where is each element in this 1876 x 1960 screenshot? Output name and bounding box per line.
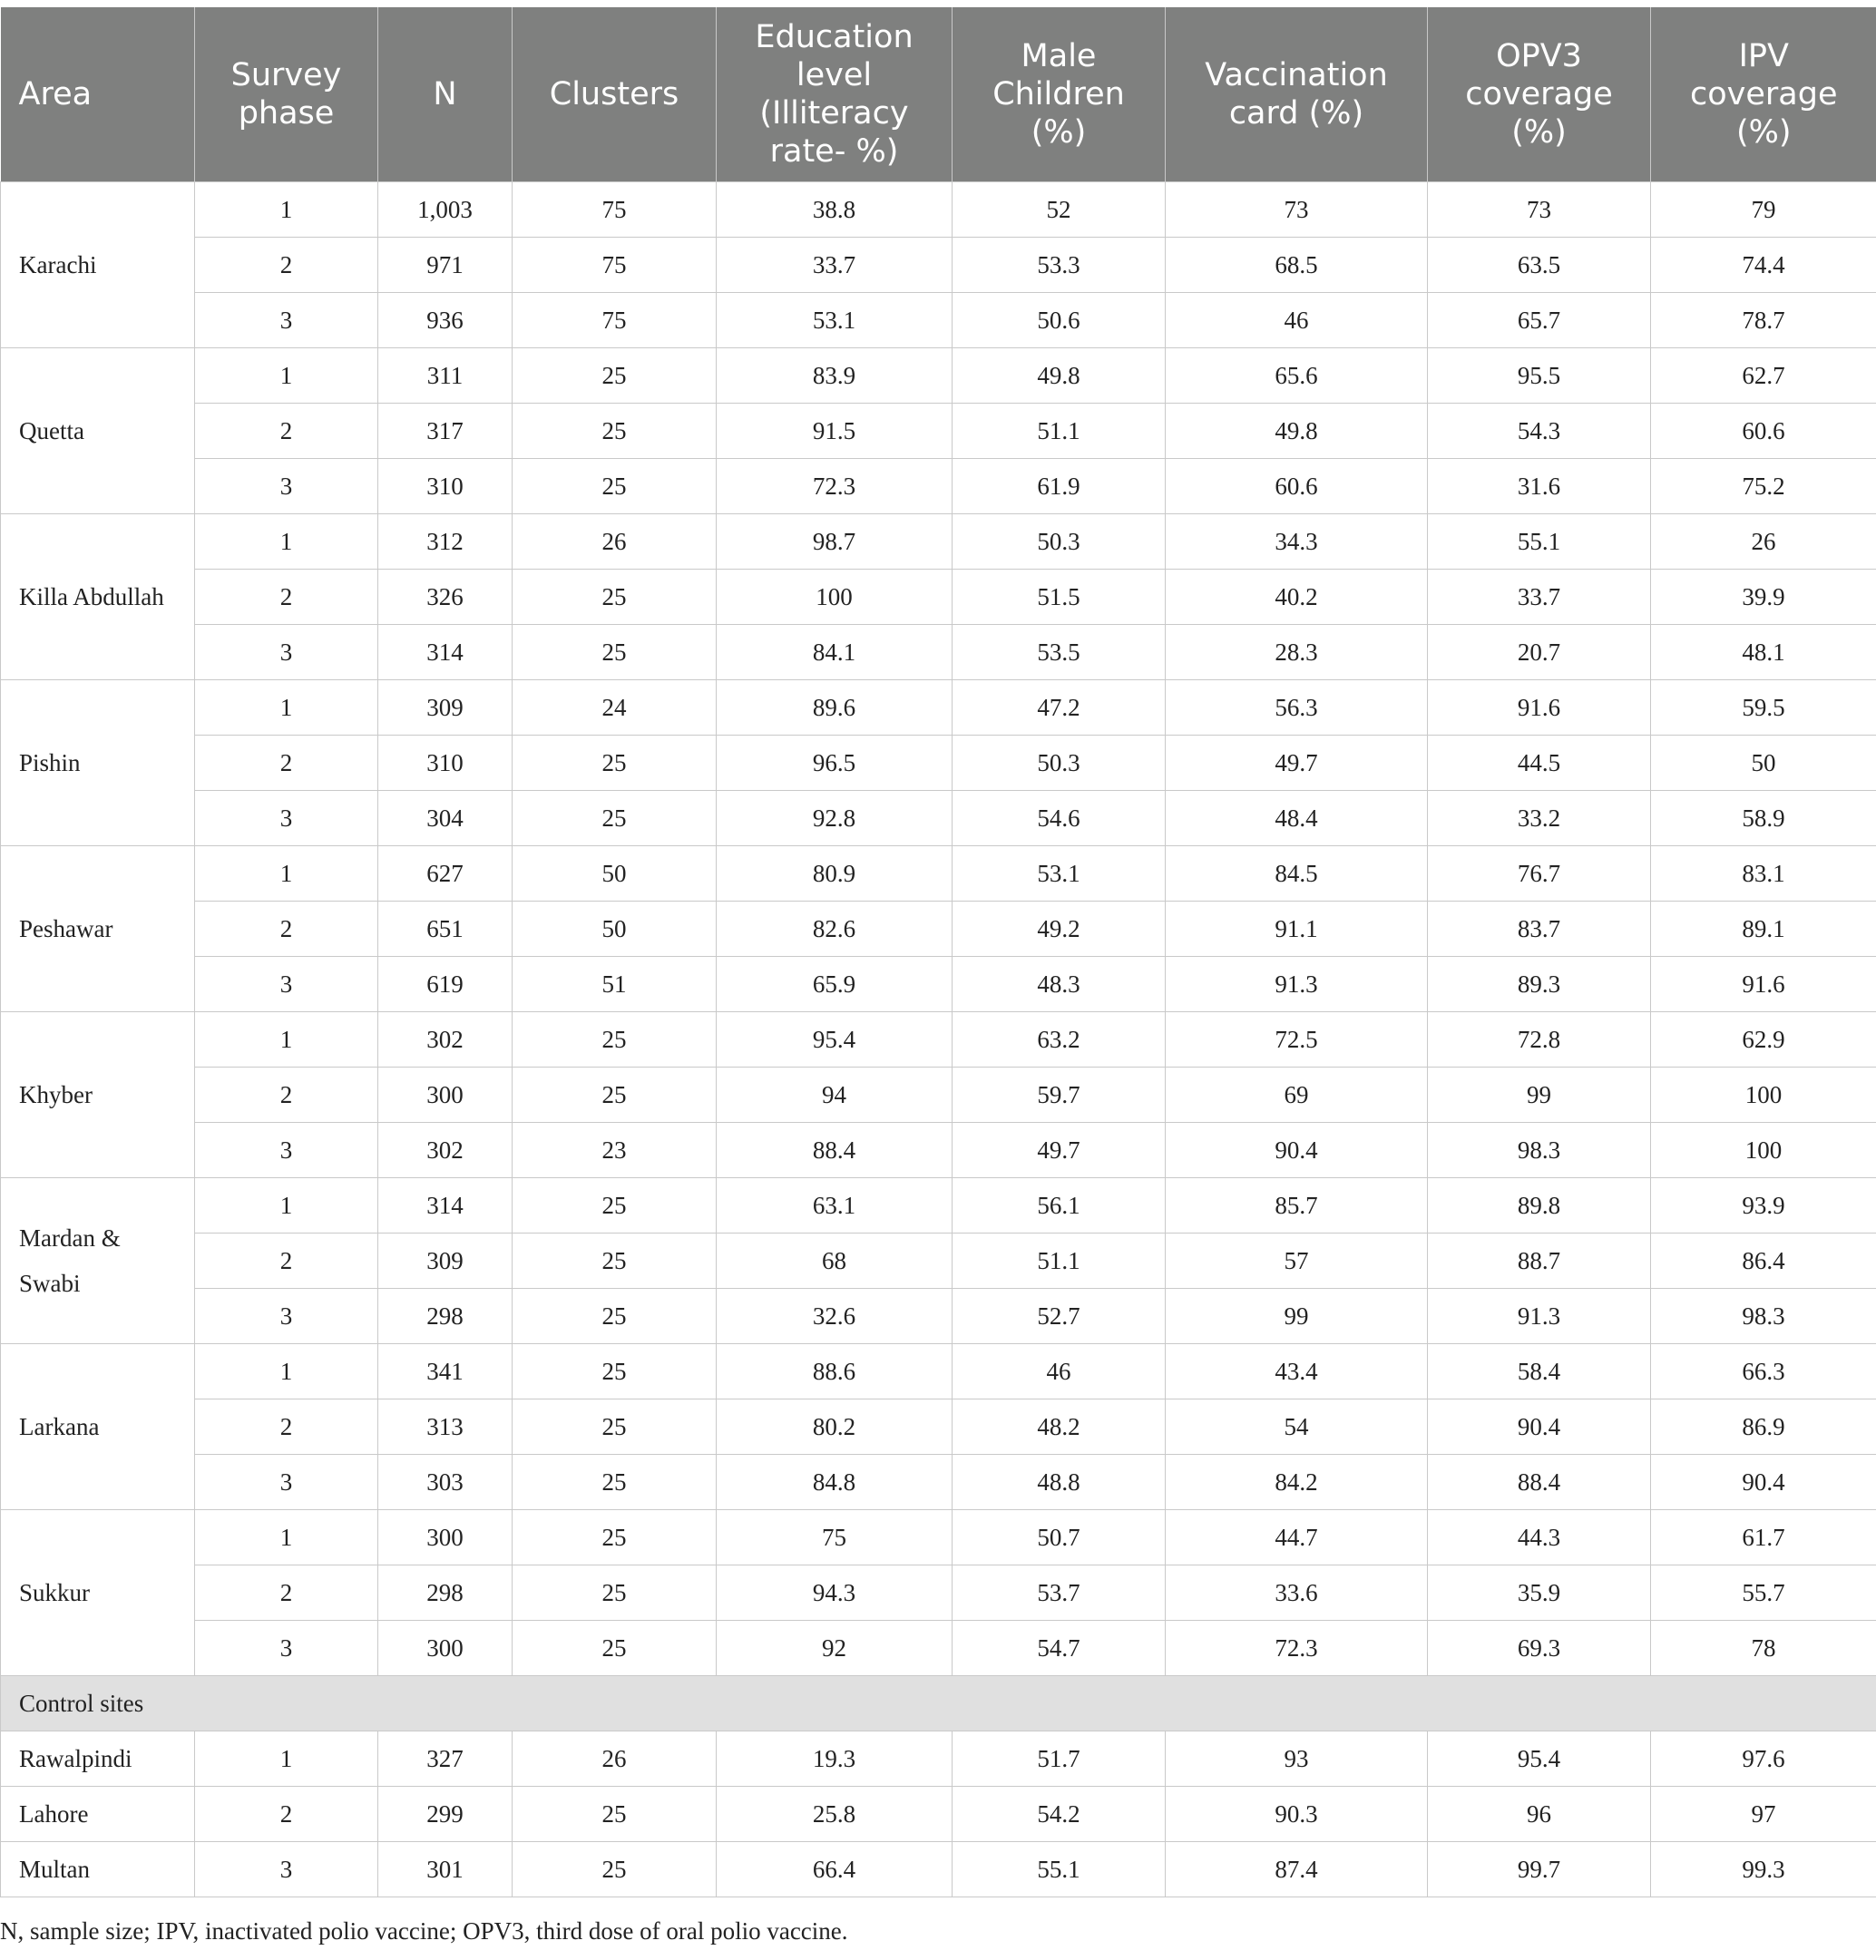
illiteracy-rate-cell: 91.5 — [717, 404, 953, 459]
clusters-cell: 25 — [513, 1399, 717, 1455]
table-row — [1, 736, 1876, 791]
vaccination-card-cell: 72.3 — [1166, 1621, 1428, 1676]
area-cell: Khyber — [1, 1012, 195, 1178]
illiteracy-rate-cell: 95.4 — [717, 1012, 953, 1068]
opv3-coverage-cell: 88.7 — [1428, 1234, 1651, 1289]
illiteracy-rate-cell: 98.7 — [717, 514, 953, 570]
male-children-cell: 53.1 — [953, 846, 1166, 902]
table-row — [1, 902, 1876, 957]
illiteracy-rate-cell: 75 — [717, 1510, 953, 1565]
clusters-cell: 25 — [513, 1234, 717, 1289]
survey-phase-cell: 2 — [195, 736, 378, 791]
vaccination-card-cell: 85.7 — [1166, 1178, 1428, 1234]
illiteracy-rate-cell: 92 — [717, 1621, 953, 1676]
survey-phase-cell: 3 — [195, 1842, 378, 1897]
clusters-cell: 25 — [513, 625, 717, 680]
n-cell: 301 — [378, 1842, 513, 1897]
survey-phase-cell: 3 — [195, 957, 378, 1012]
ipv-coverage-cell: 83.1 — [1651, 846, 1876, 902]
n-cell: 302 — [378, 1012, 513, 1068]
clusters-cell: 26 — [513, 1731, 717, 1787]
opv3-coverage-cell: 44.5 — [1428, 736, 1651, 791]
vaccination-card-cell: 33.6 — [1166, 1565, 1428, 1621]
table-row — [1, 1178, 1876, 1234]
illiteracy-rate-cell: 65.9 — [717, 957, 953, 1012]
survey-phase-cell: 3 — [195, 459, 378, 514]
coverage-table — [0, 7, 1876, 1897]
male-children-cell: 48.8 — [953, 1455, 1166, 1510]
table-row — [1, 348, 1876, 404]
opv3-coverage-cell: 33.7 — [1428, 570, 1651, 625]
male-children-cell: 55.1 — [953, 1842, 1166, 1897]
opv3-coverage-cell: 54.3 — [1428, 404, 1651, 459]
opv3-coverage-cell: 55.1 — [1428, 514, 1651, 570]
illiteracy-rate-cell: 88.6 — [717, 1344, 953, 1399]
ipv-coverage-cell: 75.2 — [1651, 459, 1876, 514]
survey-phase-cell: 2 — [195, 1068, 378, 1123]
illiteracy-rate-cell: 88.4 — [717, 1123, 953, 1178]
table-row — [1, 625, 1876, 680]
illiteracy-rate-cell: 33.7 — [717, 238, 953, 293]
ipv-coverage-cell: 86.9 — [1651, 1399, 1876, 1455]
vaccination-card-cell: 84.2 — [1166, 1455, 1428, 1510]
survey-phase-cell: 2 — [195, 902, 378, 957]
ipv-coverage-cell: 66.3 — [1651, 1344, 1876, 1399]
male-children-cell: 53.5 — [953, 625, 1166, 680]
opv3-coverage-cell: 91.3 — [1428, 1289, 1651, 1344]
ipv-coverage-cell: 74.4 — [1651, 238, 1876, 293]
n-cell: 300 — [378, 1621, 513, 1676]
area-cell: Peshawar — [1, 846, 195, 1012]
ipv-coverage-cell: 60.6 — [1651, 404, 1876, 459]
illiteracy-rate-cell: 63.1 — [717, 1178, 953, 1234]
n-cell: 310 — [378, 736, 513, 791]
n-cell: 298 — [378, 1289, 513, 1344]
ipv-coverage-cell: 90.4 — [1651, 1455, 1876, 1510]
opv3-coverage-cell: 91.6 — [1428, 680, 1651, 736]
opv3-coverage-cell: 95.4 — [1428, 1731, 1651, 1787]
male-children-cell: 51.1 — [953, 1234, 1166, 1289]
table-container — [0, 7, 1876, 1897]
area-cell: Killa Abdullah — [1, 514, 195, 680]
clusters-cell: 25 — [513, 1289, 717, 1344]
clusters-cell: 25 — [513, 459, 717, 514]
header-ipv-coverage: IPV coverage (%) — [1651, 7, 1876, 182]
clusters-cell: 25 — [513, 1842, 717, 1897]
ipv-coverage-cell: 97 — [1651, 1787, 1876, 1842]
opv3-coverage-cell: 33.2 — [1428, 791, 1651, 846]
table-row — [1, 404, 1876, 459]
n-cell: 619 — [378, 957, 513, 1012]
clusters-cell: 25 — [513, 1787, 717, 1842]
area-cell: Quetta — [1, 348, 195, 514]
survey-phase-cell: 1 — [195, 1510, 378, 1565]
opv3-coverage-cell: 88.4 — [1428, 1455, 1651, 1510]
survey-phase-cell: 1 — [195, 348, 378, 404]
n-cell: 971 — [378, 238, 513, 293]
male-children-cell: 50.6 — [953, 293, 1166, 348]
male-children-cell: 54.7 — [953, 1621, 1166, 1676]
ipv-coverage-cell: 50 — [1651, 736, 1876, 791]
table-row — [1, 1012, 1876, 1068]
clusters-cell: 25 — [513, 1565, 717, 1621]
n-cell: 936 — [378, 293, 513, 348]
male-children-cell: 63.2 — [953, 1012, 1166, 1068]
survey-phase-cell: 1 — [195, 514, 378, 570]
male-children-cell: 51.7 — [953, 1731, 1166, 1787]
vaccination-card-cell: 40.2 — [1166, 570, 1428, 625]
n-cell: 303 — [378, 1455, 513, 1510]
illiteracy-rate-cell: 96.5 — [717, 736, 953, 791]
table-row — [1, 1565, 1876, 1621]
vaccination-card-cell: 91.1 — [1166, 902, 1428, 957]
table-row — [1, 1731, 1876, 1787]
opv3-coverage-cell: 72.8 — [1428, 1012, 1651, 1068]
opv3-coverage-cell: 76.7 — [1428, 846, 1651, 902]
illiteracy-rate-cell: 19.3 — [717, 1731, 953, 1787]
vaccination-card-cell: 57 — [1166, 1234, 1428, 1289]
n-cell: 651 — [378, 902, 513, 957]
survey-phase-cell: 1 — [195, 1344, 378, 1399]
survey-phase-cell: 3 — [195, 1621, 378, 1676]
opv3-coverage-cell: 90.4 — [1428, 1399, 1651, 1455]
survey-phase-cell: 1 — [195, 1731, 378, 1787]
survey-phase-cell: 2 — [195, 404, 378, 459]
illiteracy-rate-cell: 66.4 — [717, 1842, 953, 1897]
male-children-cell: 51.1 — [953, 404, 1166, 459]
opv3-coverage-cell: 99.7 — [1428, 1842, 1651, 1897]
vaccination-card-cell: 72.5 — [1166, 1012, 1428, 1068]
illiteracy-rate-cell: 84.1 — [717, 625, 953, 680]
clusters-cell: 25 — [513, 1455, 717, 1510]
opv3-coverage-cell: 98.3 — [1428, 1123, 1651, 1178]
vaccination-card-cell: 56.3 — [1166, 680, 1428, 736]
vaccination-card-cell: 93 — [1166, 1731, 1428, 1787]
survey-phase-cell: 2 — [195, 1565, 378, 1621]
survey-phase-cell: 1 — [195, 846, 378, 902]
n-cell: 627 — [378, 846, 513, 902]
illiteracy-rate-cell: 89.6 — [717, 680, 953, 736]
vaccination-card-cell: 84.5 — [1166, 846, 1428, 902]
table-row — [1, 570, 1876, 625]
ipv-coverage-cell: 48.1 — [1651, 625, 1876, 680]
male-children-cell: 48.2 — [953, 1399, 1166, 1455]
male-children-cell: 51.5 — [953, 570, 1166, 625]
n-cell: 326 — [378, 570, 513, 625]
ipv-coverage-cell: 89.1 — [1651, 902, 1876, 957]
male-children-cell: 47.2 — [953, 680, 1166, 736]
male-children-cell: 48.3 — [953, 957, 1166, 1012]
ipv-coverage-cell: 100 — [1651, 1068, 1876, 1123]
ipv-coverage-cell: 59.5 — [1651, 680, 1876, 736]
survey-phase-cell: 3 — [195, 791, 378, 846]
ipv-coverage-cell: 100 — [1651, 1123, 1876, 1178]
vaccination-card-cell: 49.7 — [1166, 736, 1428, 791]
male-children-cell: 46 — [953, 1344, 1166, 1399]
ipv-coverage-cell: 62.9 — [1651, 1012, 1876, 1068]
clusters-cell: 25 — [513, 1012, 717, 1068]
clusters-cell: 75 — [513, 293, 717, 348]
clusters-cell: 75 — [513, 238, 717, 293]
male-children-cell: 61.9 — [953, 459, 1166, 514]
male-children-cell: 49.7 — [953, 1123, 1166, 1178]
opv3-coverage-cell: 63.5 — [1428, 238, 1651, 293]
table-row — [1, 1510, 1876, 1565]
table-row — [1, 182, 1876, 238]
male-children-cell: 52.7 — [953, 1289, 1166, 1344]
vaccination-card-cell: 91.3 — [1166, 957, 1428, 1012]
survey-phase-cell: 1 — [195, 680, 378, 736]
clusters-cell: 25 — [513, 348, 717, 404]
table-row — [1, 1289, 1876, 1344]
table-row — [1, 846, 1876, 902]
illiteracy-rate-cell: 80.9 — [717, 846, 953, 902]
male-children-cell: 50.7 — [953, 1510, 1166, 1565]
clusters-cell: 23 — [513, 1123, 717, 1178]
opv3-coverage-cell: 83.7 — [1428, 902, 1651, 957]
table-row — [1, 680, 1876, 736]
vaccination-card-cell: 90.3 — [1166, 1787, 1428, 1842]
n-cell: 300 — [378, 1068, 513, 1123]
clusters-cell: 25 — [513, 1510, 717, 1565]
clusters-cell: 50 — [513, 902, 717, 957]
male-children-cell: 56.1 — [953, 1178, 1166, 1234]
opv3-coverage-cell: 20.7 — [1428, 625, 1651, 680]
vaccination-card-cell: 68.5 — [1166, 238, 1428, 293]
table-body — [1, 182, 1876, 1897]
opv3-coverage-cell: 65.7 — [1428, 293, 1651, 348]
clusters-cell: 26 — [513, 514, 717, 570]
opv3-coverage-cell: 44.3 — [1428, 1510, 1651, 1565]
n-cell: 341 — [378, 1344, 513, 1399]
table-row — [1, 1123, 1876, 1178]
male-children-cell: 54.2 — [953, 1787, 1166, 1842]
n-cell: 314 — [378, 625, 513, 680]
male-children-cell: 49.8 — [953, 348, 1166, 404]
table-row — [1, 1399, 1876, 1455]
header-vaccination-card: Vaccination card (%) — [1166, 7, 1428, 182]
table-row — [1, 1234, 1876, 1289]
table-row — [1, 514, 1876, 570]
area-cell: Sukkur — [1, 1510, 195, 1676]
survey-phase-cell: 3 — [195, 293, 378, 348]
vaccination-card-cell: 46 — [1166, 293, 1428, 348]
illiteracy-rate-cell: 84.8 — [717, 1455, 953, 1510]
illiteracy-rate-cell: 25.8 — [717, 1787, 953, 1842]
vaccination-card-cell: 44.7 — [1166, 1510, 1428, 1565]
n-cell: 302 — [378, 1123, 513, 1178]
illiteracy-rate-cell: 92.8 — [717, 791, 953, 846]
table-row — [1, 1842, 1876, 1897]
clusters-cell: 50 — [513, 846, 717, 902]
opv3-coverage-cell: 31.6 — [1428, 459, 1651, 514]
clusters-cell: 25 — [513, 1178, 717, 1234]
illiteracy-rate-cell: 32.6 — [717, 1289, 953, 1344]
opv3-coverage-cell: 99 — [1428, 1068, 1651, 1123]
area-cell: Pishin — [1, 680, 195, 846]
illiteracy-rate-cell: 72.3 — [717, 459, 953, 514]
ipv-coverage-cell: 62.7 — [1651, 348, 1876, 404]
illiteracy-rate-cell: 82.6 — [717, 902, 953, 957]
opv3-coverage-cell: 89.8 — [1428, 1178, 1651, 1234]
male-children-cell: 52 — [953, 182, 1166, 238]
survey-phase-cell: 3 — [195, 625, 378, 680]
male-children-cell: 50.3 — [953, 736, 1166, 791]
table-row — [1, 293, 1876, 348]
header-row — [1, 7, 1876, 182]
clusters-cell: 75 — [513, 182, 717, 238]
ipv-coverage-cell: 26 — [1651, 514, 1876, 570]
header-clusters: Clusters — [513, 7, 717, 182]
survey-phase-cell: 1 — [195, 1012, 378, 1068]
header-survey-phase: Survey phase — [195, 7, 378, 182]
n-cell: 317 — [378, 404, 513, 459]
table-row — [1, 1068, 1876, 1123]
table-row — [1, 238, 1876, 293]
male-children-cell: 49.2 — [953, 902, 1166, 957]
clusters-cell: 25 — [513, 404, 717, 459]
illiteracy-rate-cell: 94.3 — [717, 1565, 953, 1621]
n-cell: 300 — [378, 1510, 513, 1565]
illiteracy-rate-cell: 94 — [717, 1068, 953, 1123]
ipv-coverage-cell: 79 — [1651, 182, 1876, 238]
control-sites-section-row — [1, 1676, 1876, 1731]
opv3-coverage-cell: 69.3 — [1428, 1621, 1651, 1676]
n-cell: 299 — [378, 1787, 513, 1842]
area-cell: Multan — [1, 1842, 195, 1897]
n-cell: 312 — [378, 514, 513, 570]
n-cell: 313 — [378, 1399, 513, 1455]
vaccination-card-cell: 73 — [1166, 182, 1428, 238]
n-cell: 298 — [378, 1565, 513, 1621]
survey-phase-cell: 2 — [195, 1787, 378, 1842]
header-education-level: Education level (Illiteracy rate- %) — [717, 7, 953, 182]
survey-phase-cell: 1 — [195, 1178, 378, 1234]
vaccination-card-cell: 48.4 — [1166, 791, 1428, 846]
vaccination-card-cell: 90.4 — [1166, 1123, 1428, 1178]
vaccination-card-cell: 28.3 — [1166, 625, 1428, 680]
header-n: N — [378, 7, 513, 182]
n-cell: 314 — [378, 1178, 513, 1234]
ipv-coverage-cell: 78 — [1651, 1621, 1876, 1676]
opv3-coverage-cell: 73 — [1428, 182, 1651, 238]
area-cell: Mardan & Swabi — [1, 1178, 195, 1344]
clusters-cell: 25 — [513, 570, 717, 625]
vaccination-card-cell: 65.6 — [1166, 348, 1428, 404]
vaccination-card-cell: 69 — [1166, 1068, 1428, 1123]
ipv-coverage-cell: 91.6 — [1651, 957, 1876, 1012]
table-row — [1, 459, 1876, 514]
illiteracy-rate-cell: 38.8 — [717, 182, 953, 238]
illiteracy-rate-cell: 53.1 — [717, 293, 953, 348]
opv3-coverage-cell: 96 — [1428, 1787, 1651, 1842]
survey-phase-cell: 3 — [195, 1289, 378, 1344]
table-footnote: N, sample size; IPV, inactivated polio vaccine; OPV3, third dose of oral polio vaccine. — [0, 1917, 848, 1945]
illiteracy-rate-cell: 80.2 — [717, 1399, 953, 1455]
opv3-coverage-cell: 58.4 — [1428, 1344, 1651, 1399]
ipv-coverage-cell: 93.9 — [1651, 1178, 1876, 1234]
ipv-coverage-cell: 61.7 — [1651, 1510, 1876, 1565]
survey-phase-cell: 2 — [195, 238, 378, 293]
header-male-children: Male Children (%) — [953, 7, 1166, 182]
table-row — [1, 1787, 1876, 1842]
area-cell: Lahore — [1, 1787, 195, 1842]
n-cell: 1,003 — [378, 182, 513, 238]
vaccination-card-cell: 34.3 — [1166, 514, 1428, 570]
ipv-coverage-cell: 55.7 — [1651, 1565, 1876, 1621]
illiteracy-rate-cell: 100 — [717, 570, 953, 625]
vaccination-card-cell: 43.4 — [1166, 1344, 1428, 1399]
table-row — [1, 1455, 1876, 1510]
header-area: Area — [1, 7, 195, 182]
survey-phase-cell: 2 — [195, 1399, 378, 1455]
clusters-cell: 25 — [513, 1621, 717, 1676]
survey-phase-cell: 1 — [195, 182, 378, 238]
survey-phase-cell: 2 — [195, 570, 378, 625]
area-cell: Karachi — [1, 182, 195, 348]
survey-phase-cell: 2 — [195, 1234, 378, 1289]
table-row — [1, 791, 1876, 846]
header-opv3-coverage: OPV3 coverage (%) — [1428, 7, 1651, 182]
male-children-cell: 53.7 — [953, 1565, 1166, 1621]
clusters-cell: 24 — [513, 680, 717, 736]
male-children-cell: 54.6 — [953, 791, 1166, 846]
n-cell: 327 — [378, 1731, 513, 1787]
clusters-cell: 25 — [513, 1344, 717, 1399]
opv3-coverage-cell: 95.5 — [1428, 348, 1651, 404]
vaccination-card-cell: 49.8 — [1166, 404, 1428, 459]
opv3-coverage-cell: 89.3 — [1428, 957, 1651, 1012]
ipv-coverage-cell: 78.7 — [1651, 293, 1876, 348]
ipv-coverage-cell: 39.9 — [1651, 570, 1876, 625]
clusters-cell: 51 — [513, 957, 717, 1012]
vaccination-card-cell: 87.4 — [1166, 1842, 1428, 1897]
control-sites-label: Control sites — [1, 1676, 1876, 1731]
table-row — [1, 1621, 1876, 1676]
area-cell: Larkana — [1, 1344, 195, 1510]
n-cell: 310 — [378, 459, 513, 514]
survey-phase-cell: 3 — [195, 1455, 378, 1510]
survey-phase-cell: 3 — [195, 1123, 378, 1178]
clusters-cell: 25 — [513, 736, 717, 791]
vaccination-card-cell: 60.6 — [1166, 459, 1428, 514]
clusters-cell: 25 — [513, 1068, 717, 1123]
area-cell: Rawalpindi — [1, 1731, 195, 1787]
ipv-coverage-cell: 86.4 — [1651, 1234, 1876, 1289]
n-cell: 309 — [378, 1234, 513, 1289]
opv3-coverage-cell: 35.9 — [1428, 1565, 1651, 1621]
ipv-coverage-cell: 97.6 — [1651, 1731, 1876, 1787]
ipv-coverage-cell: 98.3 — [1651, 1289, 1876, 1344]
n-cell: 304 — [378, 791, 513, 846]
vaccination-card-cell: 99 — [1166, 1289, 1428, 1344]
clusters-cell: 25 — [513, 791, 717, 846]
male-children-cell: 53.3 — [953, 238, 1166, 293]
n-cell: 309 — [378, 680, 513, 736]
illiteracy-rate-cell: 68 — [717, 1234, 953, 1289]
table-row — [1, 957, 1876, 1012]
vaccination-card-cell: 54 — [1166, 1399, 1428, 1455]
ipv-coverage-cell: 99.3 — [1651, 1842, 1876, 1897]
ipv-coverage-cell: 58.9 — [1651, 791, 1876, 846]
illiteracy-rate-cell: 83.9 — [717, 348, 953, 404]
male-children-cell: 50.3 — [953, 514, 1166, 570]
table-row — [1, 1344, 1876, 1399]
male-children-cell: 59.7 — [953, 1068, 1166, 1123]
n-cell: 311 — [378, 348, 513, 404]
